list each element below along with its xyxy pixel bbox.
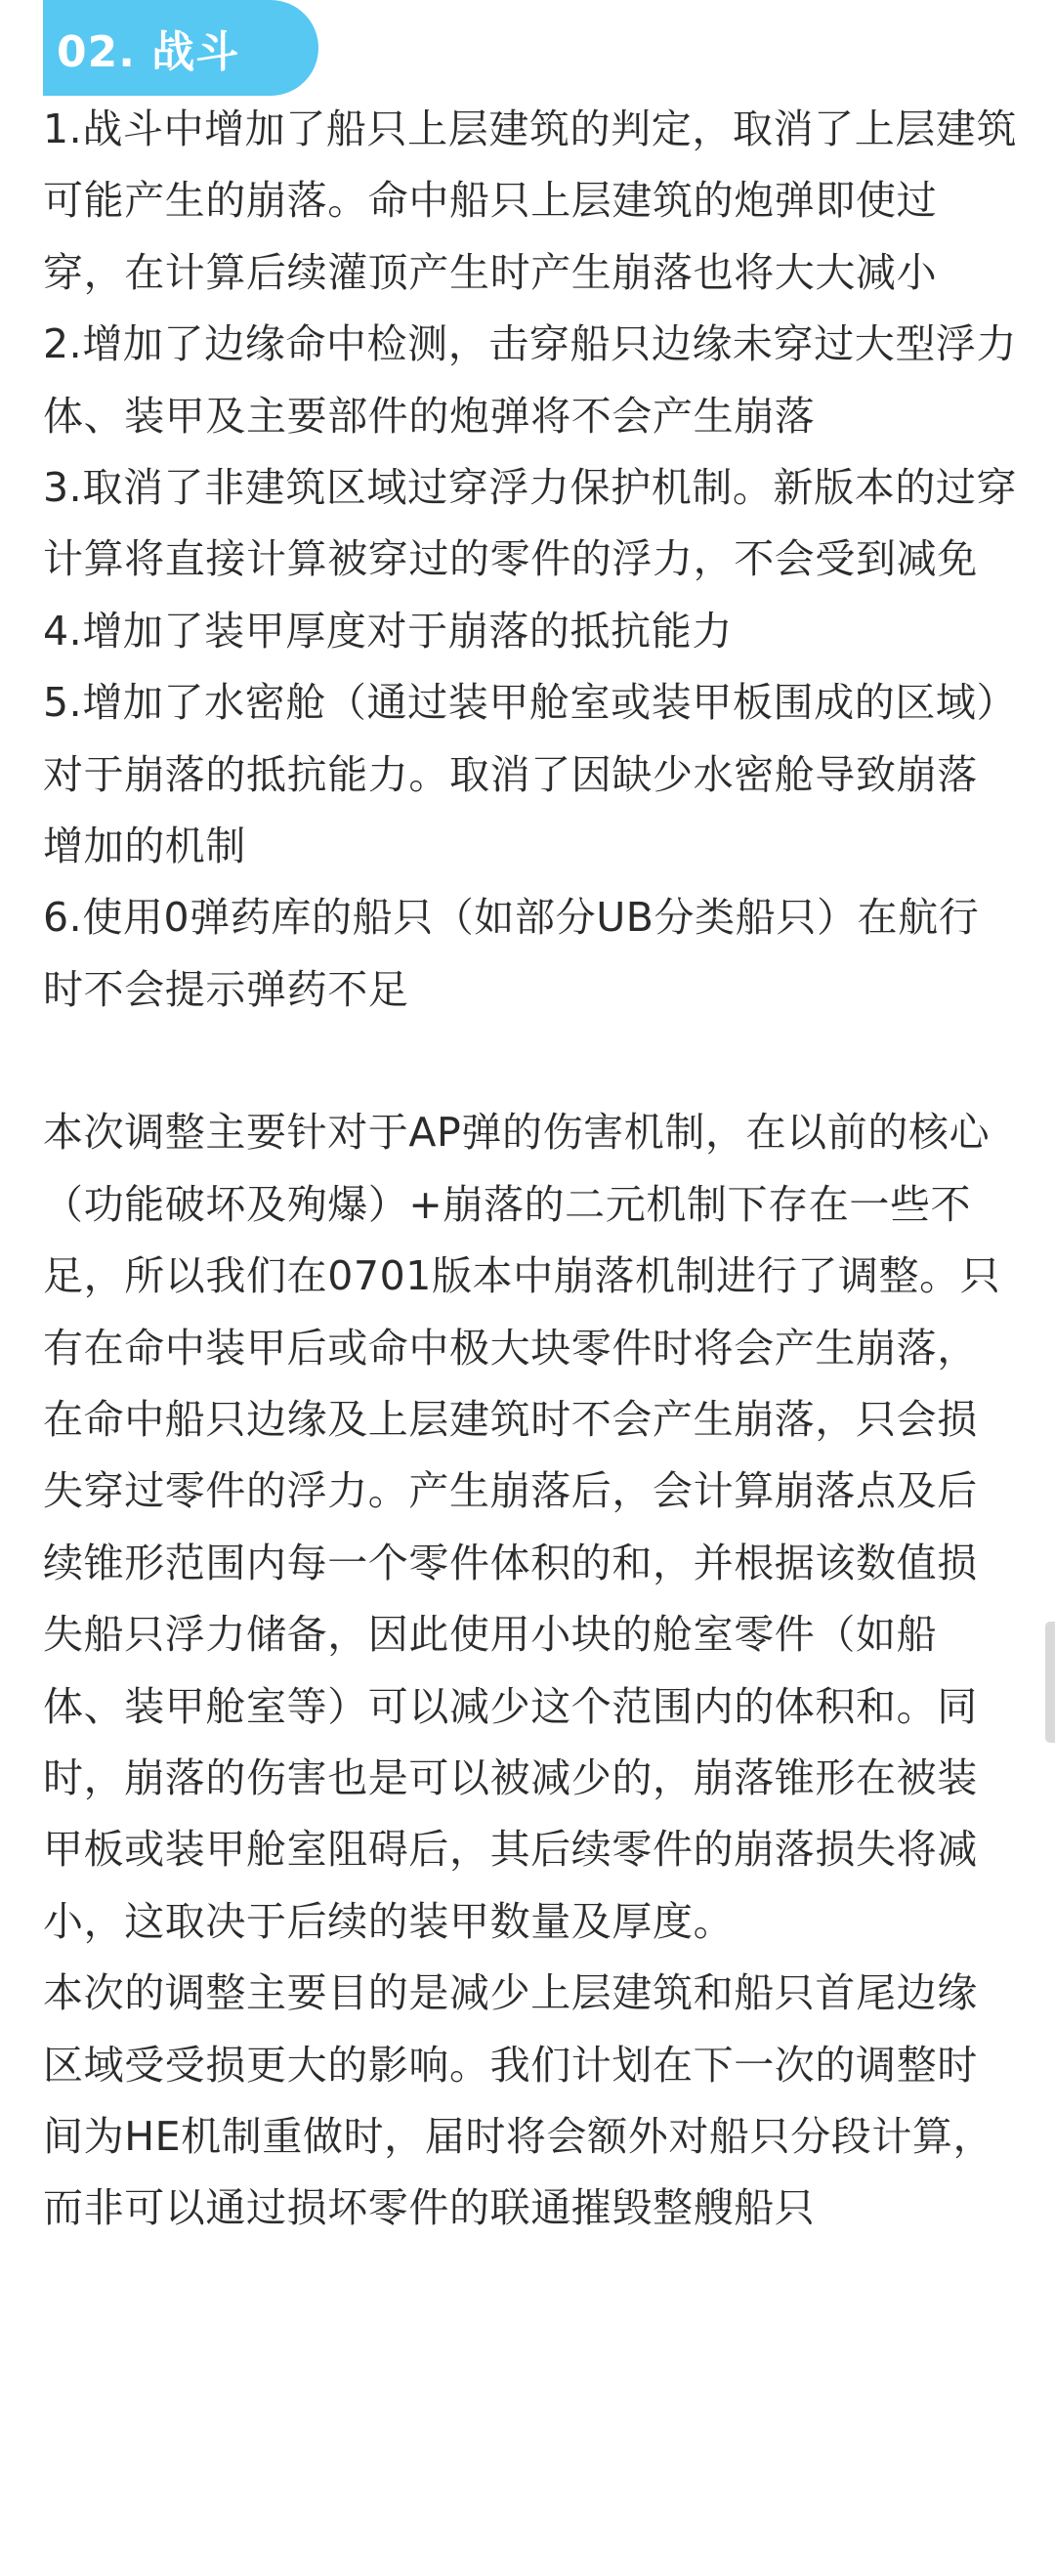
section-title: 02. 战斗 [57, 27, 240, 77]
explanation-paragraph: 本次调整主要针对于AP弹的伤害机制，在以前的核心（功能破坏及殉爆）+崩落的二元机制下存在一些不足，所以我们在0701版本中崩落机制进行了调整。只有在命中装甲后或命中极大块零件时将会产生崩落，在命中船只边缘及上层建筑时不会产生崩落，只会损失穿过零件的浮力。产生崩落后，会计算崩落点及后续锥形范围内每一个零件体积的和，并根据该数值损失船只浮力储备，因此使用小块的舱室零件（如船体、装甲舱室等）可以减少这个范围内的体积和。同时，崩落的伤害也是可以被减少的，崩落锥形在被装甲板或装甲舱室阻碍后，其后续零件的崩落损失将减小，这取决于后续的装甲数量及厚度。 [43, 1109, 1001, 1945]
paragraph-spacer [43, 1026, 1018, 1097]
change-item-1: 1.战斗中增加了船只上层建筑的判定，取消了上层建筑可能产生的崩落。命中船只上层建筑的炮弹即使过穿，在计算后续灌顶产生时产生崩落也将大大减小 [43, 106, 1018, 296]
scrollbar-thumb[interactable] [1045, 1622, 1055, 1743]
change-item-6: 6.使用0弹药库的船只（如部分UB分类船只）在航行时不会提示弹药不足 [43, 894, 980, 1013]
change-item-5: 5.增加了水密舱（通过装甲舱室或装甲板围成的区域）对于崩落的抵抗能力。取消了因缺少水密舱导致崩落增加的机制 [43, 679, 1018, 870]
change-item-2: 2.增加了边缘命中检测，击穿船只边缘未穿过大型浮力体、装甲及主要部件的炮弹将不会产生崩落 [43, 320, 1018, 440]
goal-paragraph: 本次的调整主要目的是减少上层建筑和船只首尾边缘区域受受损更大的影响。我们计划在下一次的调整时间为HE机制重做时，届时将会额外对船只分段计算，而非可以通过损坏零件的联通摧毁整艘船只 [43, 1969, 994, 2232]
article-body [43, 94, 1018, 2245]
change-item-4: 4.增加了装甲厚度对于崩落的抵抗能力 [43, 607, 733, 655]
section-header-badge [43, 0, 318, 96]
change-item-3: 3.取消了非建筑区域过穿浮力保护机制。新版本的过穿计算将直接计算被穿过的零件的浮力，不会受到减免 [43, 464, 1018, 583]
